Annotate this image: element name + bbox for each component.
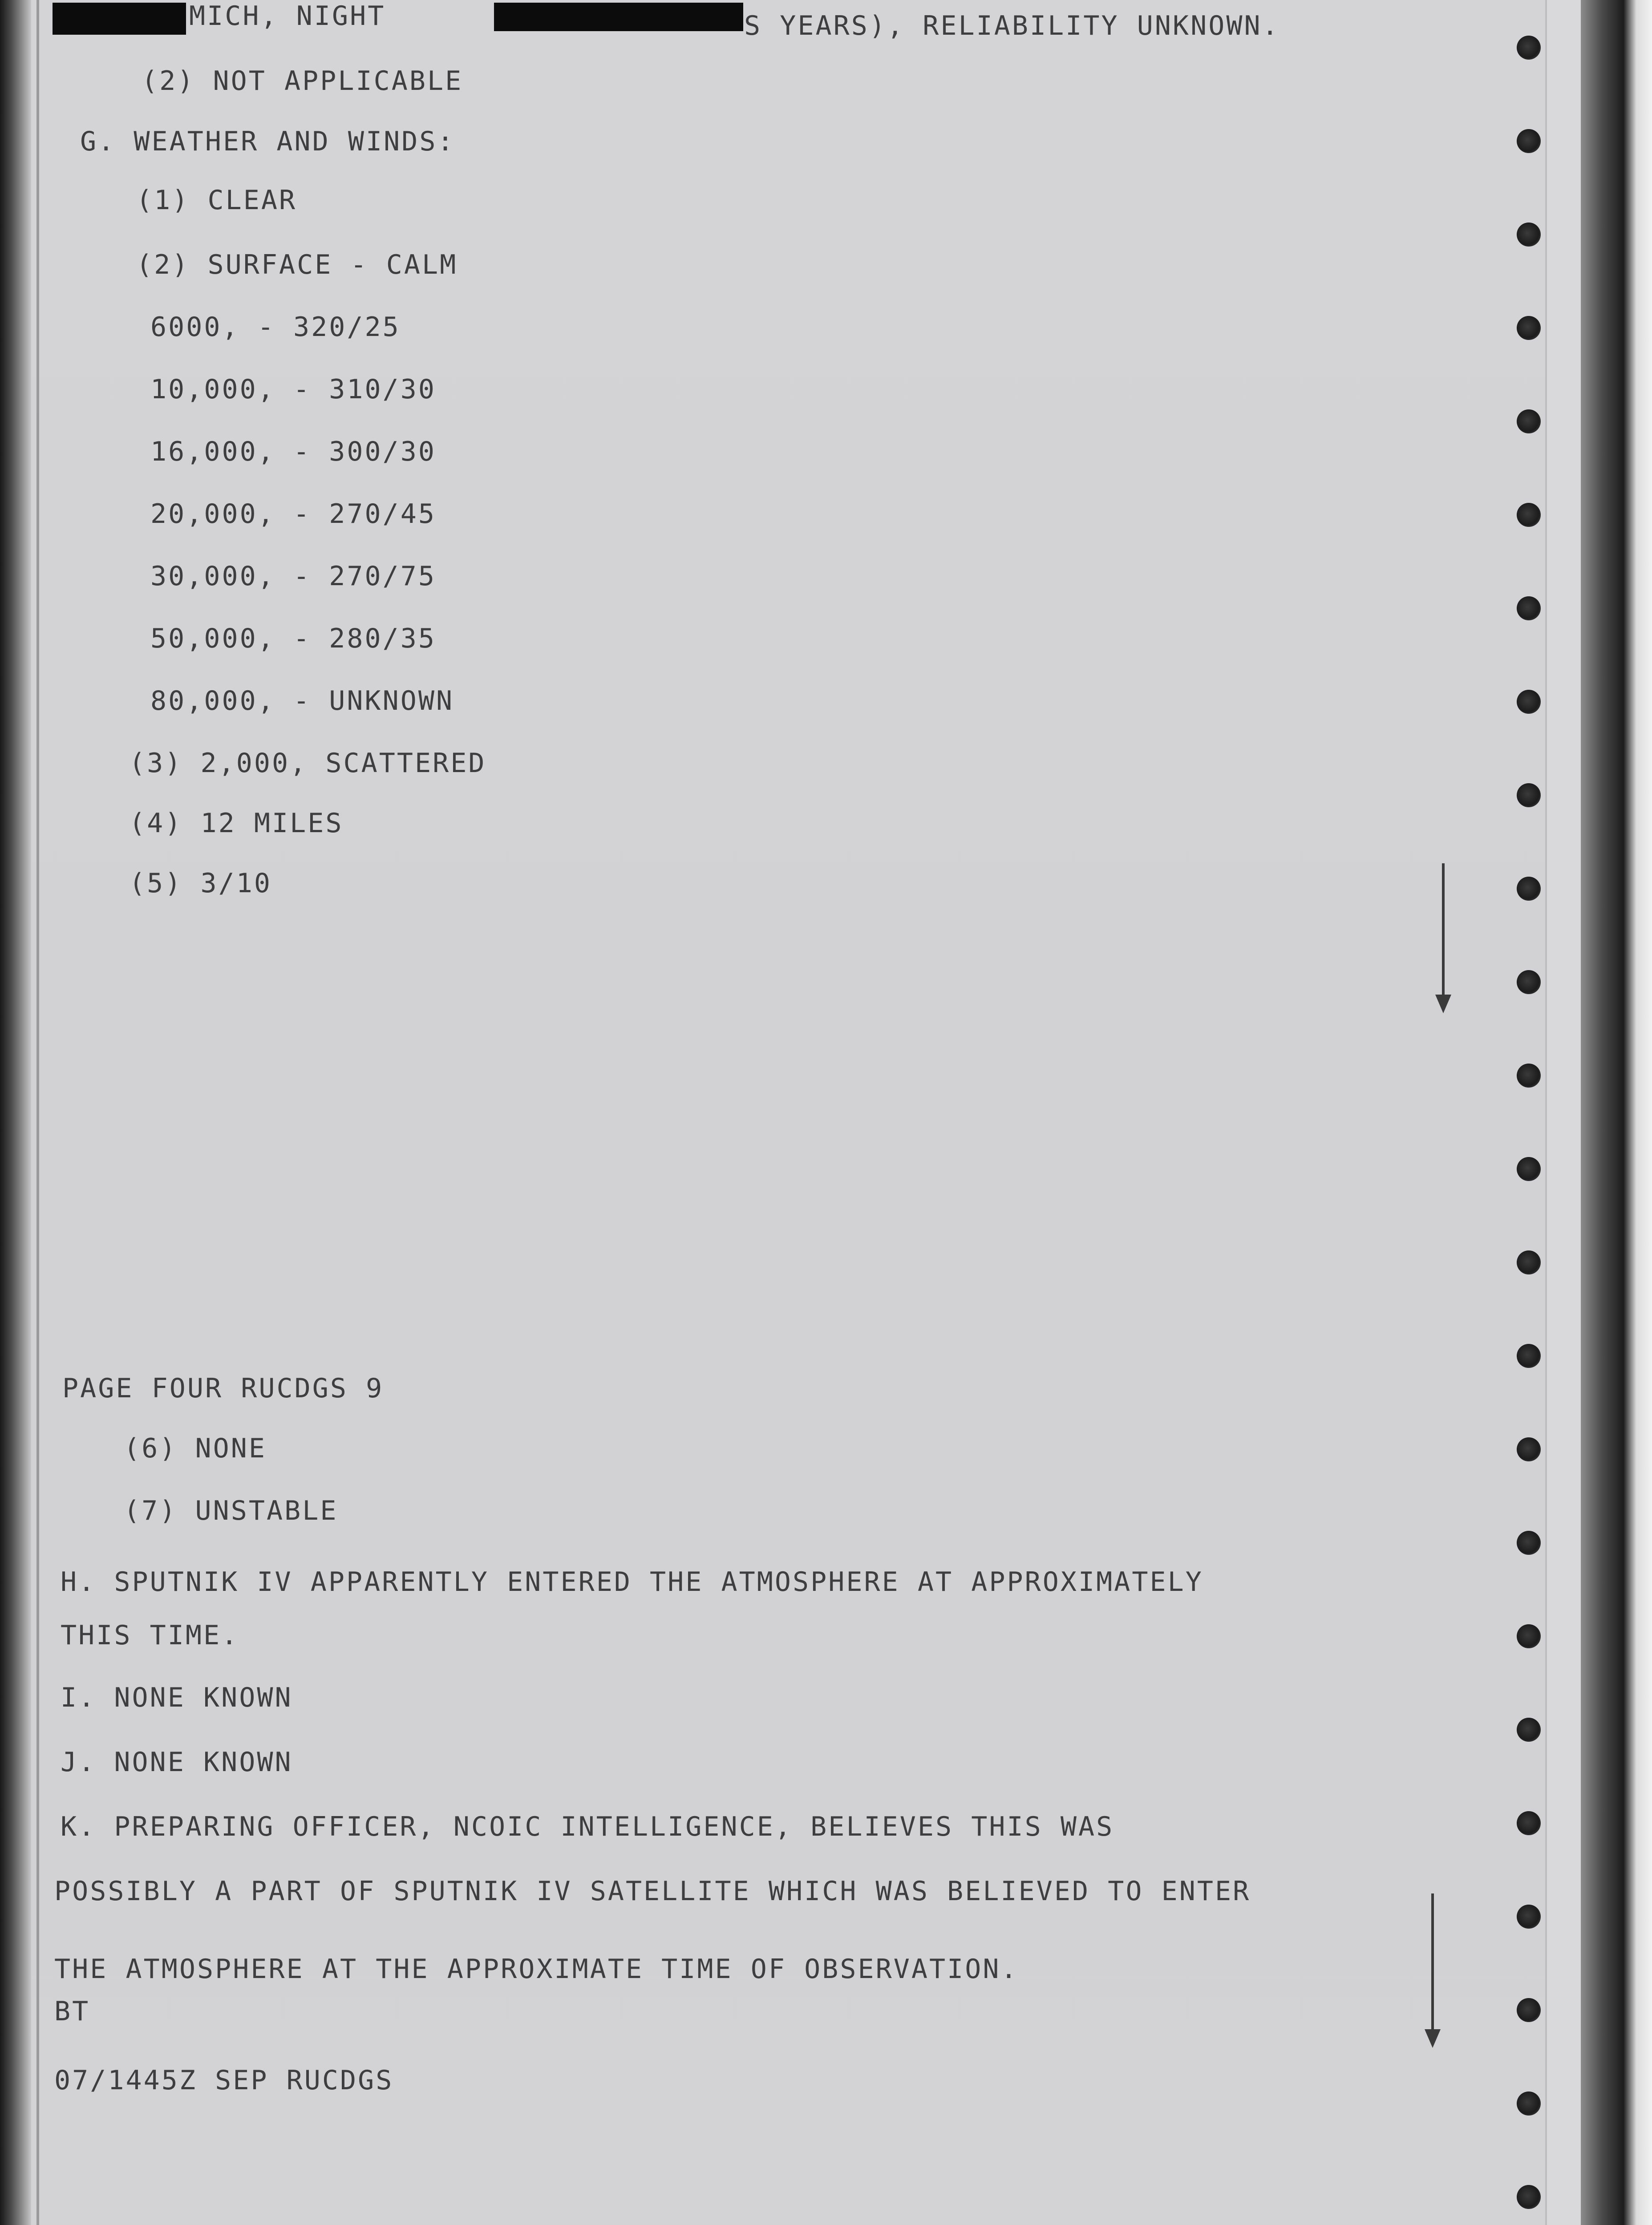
date-time-group: 07/1445Z SEP RUCDGS bbox=[54, 2065, 394, 2096]
page-header: PAGE FOUR RUCDGS 9 bbox=[62, 1373, 384, 1404]
perforation-hole bbox=[1517, 1437, 1541, 1461]
perforation-hole bbox=[1517, 1624, 1541, 1648]
perforation-hole bbox=[1517, 36, 1541, 60]
text-line: (1) CLEAR bbox=[136, 185, 297, 216]
perforation-hole bbox=[1517, 1811, 1541, 1835]
redaction-bar bbox=[494, 3, 743, 31]
scan-right-edge bbox=[1581, 0, 1652, 2225]
tractor-feed-strip bbox=[1545, 0, 1583, 2225]
arrow-head bbox=[1435, 995, 1451, 1013]
perforation-hole bbox=[1517, 2092, 1541, 2116]
perforation-hole bbox=[1517, 316, 1541, 340]
text-line-section-g: G. WEATHER AND WINDS: bbox=[80, 126, 455, 157]
text-line: (7) UNSTABLE bbox=[124, 1495, 338, 1526]
text-line: (6) NONE bbox=[124, 1433, 267, 1464]
arrow-marker bbox=[1431, 1893, 1434, 2031]
perforation-hole bbox=[1517, 877, 1541, 901]
arrow-head bbox=[1425, 2029, 1441, 2048]
text-line-section-k: K. PREPARING OFFICER, NCOIC INTELLIGENCE, BELIEVES THIS WAS bbox=[61, 1811, 1114, 1842]
wind-row: 20,000, - 270/45 bbox=[150, 498, 436, 530]
text-line: (2) NOT APPLICABLE bbox=[142, 65, 463, 97]
text-line: (4) 12 MILES bbox=[129, 808, 344, 839]
perforation-hole bbox=[1517, 1718, 1541, 1742]
perforation-hole bbox=[1517, 1531, 1541, 1555]
perforation-hole bbox=[1517, 409, 1541, 433]
perforation-hole bbox=[1517, 222, 1541, 247]
perforation-hole bbox=[1517, 970, 1541, 994]
text-line: POSSIBLY A PART OF SPUTNIK IV SATELLITE WHICH WAS BELIEVED TO ENTER bbox=[54, 1876, 1251, 1907]
perforation-hole bbox=[1517, 1344, 1541, 1368]
wind-row: 30,000, - 270/75 bbox=[150, 561, 436, 592]
text-line-bt: BT bbox=[54, 1996, 90, 2027]
perforation-hole bbox=[1517, 596, 1541, 620]
perforation-hole bbox=[1517, 1905, 1541, 1929]
redaction-bar bbox=[53, 3, 186, 35]
text-line-top-reliability: S YEARS), RELIABILITY UNKNOWN. bbox=[744, 10, 1280, 41]
text-line-section-j: J. NONE KNOWN bbox=[61, 1747, 293, 1778]
perforation-hole bbox=[1517, 783, 1541, 807]
text-line: (5) 3/10 bbox=[129, 868, 272, 899]
perforation-hole bbox=[1517, 1998, 1541, 2022]
wind-row: 16,000, - 300/30 bbox=[150, 436, 436, 467]
wind-row: 6000, - 320/25 bbox=[150, 312, 401, 343]
text-line: (3) 2,000, SCATTERED bbox=[129, 748, 486, 779]
perforation-hole bbox=[1517, 1250, 1541, 1274]
perforation-hole bbox=[1517, 690, 1541, 714]
scan-left-fold-line bbox=[36, 0, 39, 2225]
wind-row: 10,000, - 310/30 bbox=[150, 374, 436, 405]
text-line-top-fragment: MICH, NIGHT bbox=[189, 0, 386, 32]
text-line: THIS TIME. bbox=[61, 1620, 239, 1651]
text-line: THE ATMOSPHERE AT THE APPROXIMATE TIME OF OBSERVATION. bbox=[54, 1954, 1019, 1985]
text-line: (2) SURFACE - CALM bbox=[136, 249, 458, 280]
perforation-hole bbox=[1517, 2185, 1541, 2209]
perforation-hole bbox=[1517, 129, 1541, 153]
scan-left-edge bbox=[0, 0, 31, 2225]
text-line-section-i: I. NONE KNOWN bbox=[61, 1682, 293, 1713]
wind-row: 50,000, - 280/35 bbox=[150, 623, 436, 654]
perforation-hole bbox=[1517, 503, 1541, 527]
wind-row: 80,000, - UNKNOWN bbox=[150, 685, 454, 716]
text-line-section-h: H. SPUTNIK IV APPARENTLY ENTERED THE ATMOSPHERE AT APPROXIMATELY bbox=[61, 1566, 1203, 1598]
arrow-marker bbox=[1442, 863, 1445, 997]
perforation-hole bbox=[1517, 1064, 1541, 1088]
perforation-hole bbox=[1517, 1157, 1541, 1181]
